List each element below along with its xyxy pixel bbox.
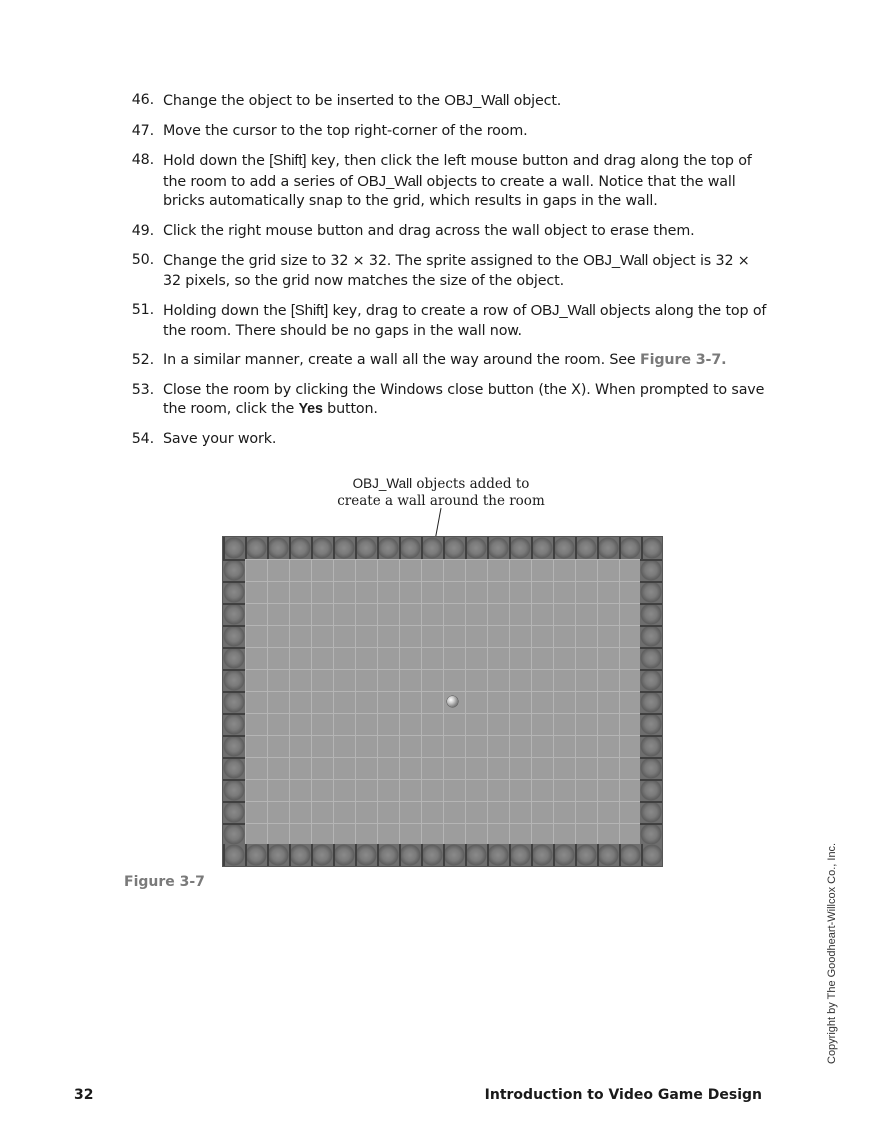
step-text: In a similar manner, create a wall all the way around the room. See Figure 3-7.: [163, 352, 727, 368]
wall-bottom-row: [223, 844, 662, 866]
callout-text-line2: create a wall around the room: [337, 493, 545, 509]
copyright-notice: Copyright by The Goodheart-Willcox Co., Inc.: [826, 842, 838, 1064]
step-number: 46.: [131, 92, 154, 108]
figure-reference: Figure 3-7.: [639, 352, 727, 368]
step-number: 47.: [131, 122, 154, 139]
step-text: Change the grid size to 32 × 32. The sprite assigned to the OBJ_Wall object is 32 × 32 pixels, so the grid now matches the size of the object.: [163, 252, 750, 289]
code-term: OBJ_Wall: [530, 302, 596, 319]
ball-object-icon: [447, 696, 458, 707]
step-number: 53.: [131, 381, 154, 398]
book-title: Introduction to Video Game Design: [484, 1087, 762, 1103]
figure-caption: Figure 3-7: [124, 874, 205, 890]
step-text: Move the cursor to the top right-corner of the room.: [163, 122, 528, 139]
step-text: Holding down the [Shift] key, drag to create a row of OBJ_Wall objects along the top of the room. There should be no gaps in the wall now.: [163, 302, 767, 339]
page-number: 32: [74, 1087, 94, 1103]
step-number: 48.: [131, 152, 154, 168]
code-term: OBJ_Wall: [357, 172, 423, 190]
callout-text: objects added to: [412, 476, 530, 492]
step-number: 54.: [131, 430, 154, 447]
key-term: [Shift]: [269, 152, 307, 169]
callout-code-term: OBJ_Wall: [352, 476, 413, 491]
button-term: Yes: [298, 401, 323, 417]
wall-top-row: [223, 537, 662, 559]
step-number: 52.: [131, 352, 154, 368]
wall-right-column: [640, 559, 662, 844]
code-term: OBJ_Wall: [444, 92, 510, 109]
step-text: Hold down the [Shift] key, then click the left mouse button and drag along the top of the room to add a series of OBJ_Wall objects to create a wall. Notice that the wall bricks automatically snap to the grid, which results in gaps in the wall.: [163, 152, 752, 209]
step-text: Close the room by clicking the Windows close button (the X). When prompted to save the room, click the Yes button.: [163, 381, 765, 417]
room-editor-canvas: [222, 536, 663, 867]
wall-left-column: [223, 559, 245, 844]
step-number: 51.: [131, 302, 154, 318]
step-number: 50.: [131, 252, 154, 268]
code-term: OBJ_Wall: [583, 252, 649, 269]
step-text: Save your work.: [163, 430, 277, 447]
step-text: Change the object to be inserted to the OBJ_Wall object.: [163, 92, 562, 109]
step-text: Click the right mouse button and drag across the wall object to erase them.: [163, 222, 695, 239]
key-term: [Shift]: [290, 302, 329, 319]
step-number: 49.: [131, 222, 154, 239]
